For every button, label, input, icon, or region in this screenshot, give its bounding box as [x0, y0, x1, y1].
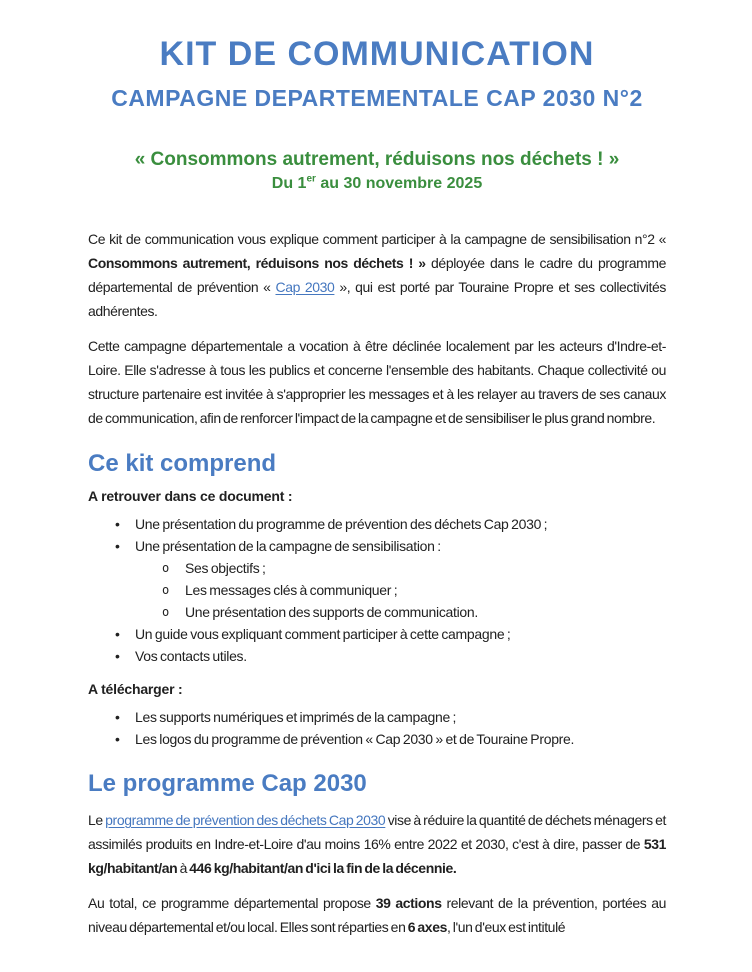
list-item — [88, 646, 666, 667]
campaign-dates — [88, 174, 666, 194]
list-label-document: A retrouver dans ce document : — [88, 488, 293, 504]
list-item-text: Vos contacts utiles. — [135, 648, 247, 664]
list-item — [88, 514, 666, 535]
section-heading-kit: Ce kit comprend — [88, 450, 277, 477]
list-item-text: Une présentation du programme de prévention des déchets Cap 2030 ; — [135, 516, 548, 532]
circle-bullet-icon: o — [162, 583, 169, 597]
cap-2030-link[interactable]: Cap 2030 — [275, 279, 335, 295]
text-segment-bold: 531 kg/habitant/an — [88, 836, 666, 876]
text-segment: , l'un d'eux est intitulé — [446, 919, 566, 935]
circle-bullet-icon: o — [162, 561, 169, 575]
text-segment: Au total, ce programme départemental propose — [88, 895, 376, 911]
campaign-slogan: « Consommons autrement, réduisons nos déchets ! » — [134, 149, 620, 170]
list-item-text: Une présentation de la campagne de sensibilisation : — [135, 538, 441, 554]
kit-contents-list — [88, 514, 666, 667]
intro-paragraph-1 — [88, 227, 666, 323]
text-segment-bold: 39 actions — [375, 895, 442, 911]
text-segment-bold: Consommons autrement, réduisons nos déchets ! » — [88, 255, 426, 271]
text-segment: Ce kit de communication vous explique comment participer à la campagne de sensibilisation n°2 « — [88, 231, 666, 247]
section-heading-program: Le programme Cap 2030 — [88, 770, 367, 797]
bullet-icon: • — [115, 516, 120, 532]
list-label-download: A télécharger : — [88, 681, 183, 697]
sub-list-item — [88, 558, 666, 579]
date-suffix: au 30 novembre 2025 — [315, 175, 483, 192]
bullet-icon: • — [115, 626, 120, 642]
bullet-icon: • — [115, 731, 120, 747]
program-paragraph-1 — [88, 808, 666, 880]
text-segment: à — [177, 860, 190, 876]
list-item-text: Les messages clés à communiquer ; — [185, 582, 398, 598]
list-item-text: Un guide vous expliquant comment participer à cette campagne ; — [135, 626, 511, 642]
list-item-text: Ses objectifs ; — [185, 560, 266, 576]
date-ordinal-sup: er — [306, 173, 316, 185]
page-subtitle: CAMPAGNE DEPARTEMENTALE CAP 2030 N°2 — [111, 85, 643, 111]
list-item — [88, 536, 666, 557]
text-segment: relevant de la prévention, portées au niveau départemental et/ou local. Elles sont réparties en — [88, 895, 666, 935]
text-segment: Le — [88, 812, 106, 828]
list-item-text: Une présentation des supports de communication. — [185, 604, 478, 620]
circle-bullet-icon: o — [162, 605, 169, 619]
text-segment: », qui est porté par Touraine Propre et ses collectivités adhérentes. — [88, 279, 666, 319]
prevention-program-link[interactable]: programme de prévention des déchets Cap 2030 — [105, 812, 386, 828]
intro-paragraph-2: Cette campagne départementale a vocation à être déclinée localement par les acteurs d'Indre-et-Loire. Elle s'adresse à tous les publics et concerne l'ensemble des habitants. Chaque collectivité ou structure partenaire est invitée à s'approprier les messages et à les relayer au travers de ses canaux de communication, afin de renforcer l'impact de la campagne et de sensibiliser le plus grand nombre. — [88, 338, 666, 426]
text-segment: vise à réduire la quantité de déchets ménagers et assimilés produits en Indre-et-Loire d'au moins 16% entre 2022 et 2030, c'est à dire, passer de — [88, 812, 666, 852]
list-item-text: Les logos du programme de prévention « Cap 2030 » et de Touraine Propre. — [135, 731, 575, 747]
text-segment-bold: 6 axes — [407, 919, 447, 935]
bullet-icon: • — [115, 648, 120, 664]
list-item-text: Les supports numériques et imprimés de la campagne ; — [135, 709, 457, 725]
sub-list-item — [88, 580, 666, 601]
text-segment: déployée dans le cadre du programme départemental de prévention « — [88, 255, 666, 295]
bullet-icon: • — [115, 709, 120, 725]
list-item — [88, 729, 666, 750]
download-list — [88, 707, 666, 750]
page-title: KIT DE COMMUNICATION — [159, 35, 595, 73]
text-segment-bold: 446 kg/habitant/an d'ici la fin de la décennie. — [189, 860, 457, 876]
program-paragraph-2 — [88, 891, 666, 939]
list-item — [88, 707, 666, 728]
sub-list-item — [88, 602, 666, 623]
date-prefix: Du 1 — [271, 175, 307, 192]
bullet-icon: • — [115, 538, 120, 554]
list-item — [88, 624, 666, 645]
